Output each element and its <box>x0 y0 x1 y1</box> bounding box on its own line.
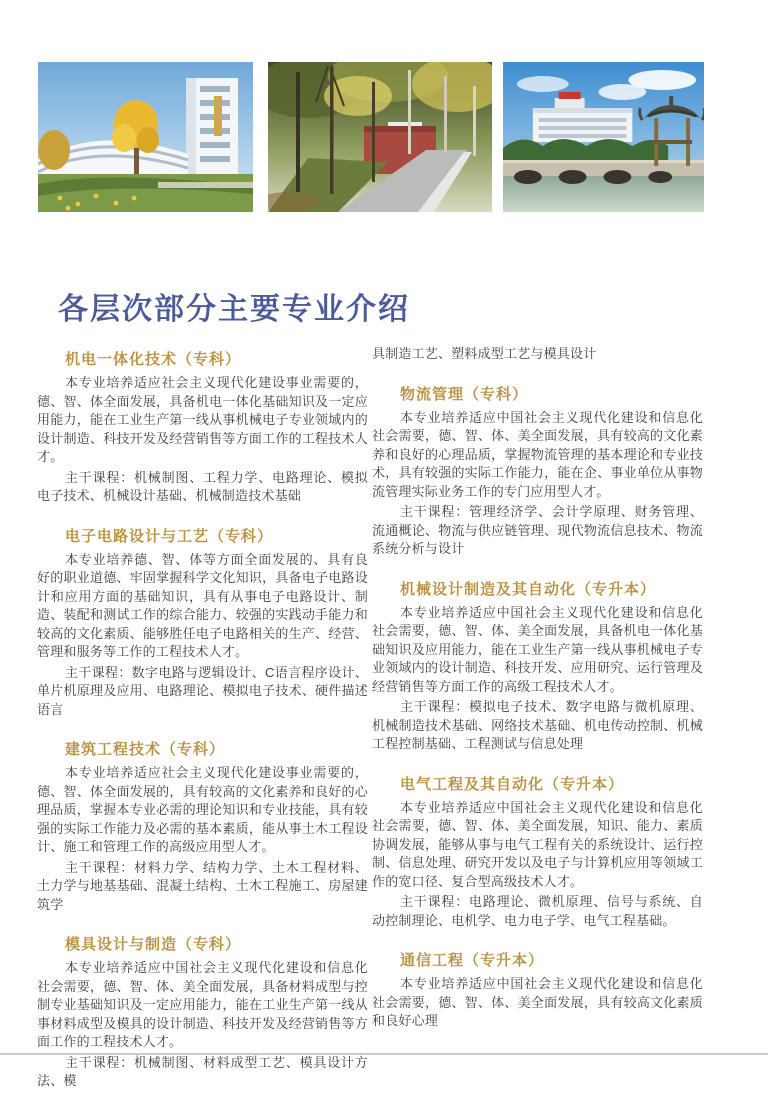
continued-courses-text: 具制造工艺、塑料成型工艺与模具设计 <box>372 346 597 361</box>
campus-photo-road <box>268 62 492 212</box>
section-body: 本专业培养适应社会主义现代化建设事业需要的，德、智、体全面发展，具备机电一体化基础知识及一定应用能力，能在工业生产第一线从事机械电子专业领域内的设计制造、科技开发及经营销售等方面工作的工程技术人才。 <box>37 375 368 464</box>
section-courses: 主干课程：数字电路与逻辑设计、C语言程序设计、单片机原理及应用、电路理论、模拟电子技术、硬件描述语言 <box>37 664 368 717</box>
right-column <box>372 345 703 1033</box>
section-electronic-circuit <box>37 528 368 720</box>
section-heading: 通信工程（专升本） <box>400 952 545 969</box>
section-body: 本专业培养适应中国社会主义现代化建设和信息化社会需要，德、智、体、美全面发展，具备材料成型与控制专业基础知识及一定应用能力，能在工业生产第一线从事材料成型及模具的设计制造、科技开发及经营销售等方面工作的工程技术人才。 <box>37 960 368 1049</box>
section-heading: 机电一体化技术（专科） <box>65 351 242 368</box>
section-construction-engineering <box>37 741 368 914</box>
section-mechanical-design-automation <box>372 581 703 754</box>
section-courses: 主干课程：机械制图、工程力学、电路理论、模拟电子技术、机械设计基础、机械制造技术基础 <box>37 469 368 503</box>
section-logistics <box>372 386 703 559</box>
section-body: 本专业培养适应中国社会主义现代化建设和信息化社会需要，德、智、体、美全面发展，具备机电一体化基础知识及应用能力，能在工业生产第一线从事机械电子专业领域内的设计制造、科技开发、应用研究、运行管理及经营销售等方面工作的高级工程技术人才。 <box>372 604 703 694</box>
campus-photo-building-art <box>38 62 253 212</box>
section-electrical-engineering <box>372 776 703 931</box>
section-heading: 物流管理（专科） <box>400 385 529 403</box>
section-mold-design <box>37 936 368 1091</box>
campus-photo-lake-art <box>503 62 704 212</box>
page-bottom-rule <box>0 1053 768 1055</box>
section-courses: 主干课程：模拟电子技术、数字电路与微机原理、机械制造技术基础、网络技术基础、机电传动控制、机械工程控制基础、工程测试与信息处理 <box>372 699 703 751</box>
section-courses: 主干课程：管理经济学、会计学原理、财务管理、流通概论、物流与供应链管理、现代物流信息技术、物流系统分析与设计 <box>372 504 703 556</box>
section-body: 本专业培养适应中国社会主义现代化建设和信息化社会需要，德、智、体、美全面发展，具有较高文化素质和良好心理 <box>372 976 703 1028</box>
section-heading: 机械设计制造及其自动化（专升本） <box>400 580 657 598</box>
section-heading: 模具设计与制造（专科） <box>65 936 242 953</box>
section-body: 本专业培养德、智、体等方面全面发展的、具有良好的职业道德、牢固掌握科学文化知识，具备电子电路设计和应用方面的基础知识，具有从事电子电路设计、制造、装配和测试工作的综合能力、较强的实践动手能力和较高的文化素质、能够胜任电子电路相关的生产、经营、管理和服务等工作的工程技术人才。 <box>37 551 368 659</box>
section-courses: 主干课程：电路理论、微机原理、信号与系统、自动控制理论、电机学、电力电子学、电气工程基础。 <box>372 894 703 928</box>
section-body: 本专业培养适应中国社会主义现代化建设和信息化社会需要，德、智、体、美全面发展，知识、能力、素质协调发展，能够从事与电气工程有关的系统设计、运行控制、信息处理、研究开发以及电子与计算机应用等领域工作的宽口径、复合型高级技术人才。 <box>372 799 703 889</box>
section-body: 本专业培养适应中国社会主义现代化建设和信息化社会需要，德、智、体、美全面发展，具有较高的文化素养和良好的心理品质，掌握物流管理的基本理论和专业技术，具有较强的实际工作能力，能在企、事业单位从事物流管理实际业务工作的专门应用型人才。 <box>372 409 703 499</box>
section-heading: 电子电路设计与工艺（专科） <box>65 527 274 545</box>
page-title: 各层次部分主要专业介绍 <box>58 293 410 326</box>
section-courses: 主干课程：机械制图、材料成型工艺、模具设计方法、模 <box>37 1054 368 1088</box>
section-courses: 主干课程：材料力学、结构力学、土木工程材料、土力学与地基基础、混凝土结构、土木工程施工、房屋建筑学 <box>37 859 368 912</box>
campus-photo-lake-pavilion <box>503 62 704 212</box>
section-heading: 建筑工程技术（专科） <box>65 741 226 758</box>
section-heading: 电气工程及其自动化（专升本） <box>400 775 625 793</box>
section-communication-engineering <box>372 952 703 1031</box>
section-body: 本专业培养适应社会主义现代化建设事业需要的，德、智、体全面发展的，具有较高的文化素养和良好的心理品质，掌握本专业必需的理论知识和专业技能，具有较强的实际工作能力及必需的基本素质，能从事土木工程设计、施工和管理工作的高级应用型人才。 <box>37 765 368 854</box>
section-mechatronics <box>37 351 368 506</box>
campus-photo-building <box>38 62 253 212</box>
left-column <box>37 345 368 1093</box>
campus-photo-road-art <box>268 62 492 212</box>
